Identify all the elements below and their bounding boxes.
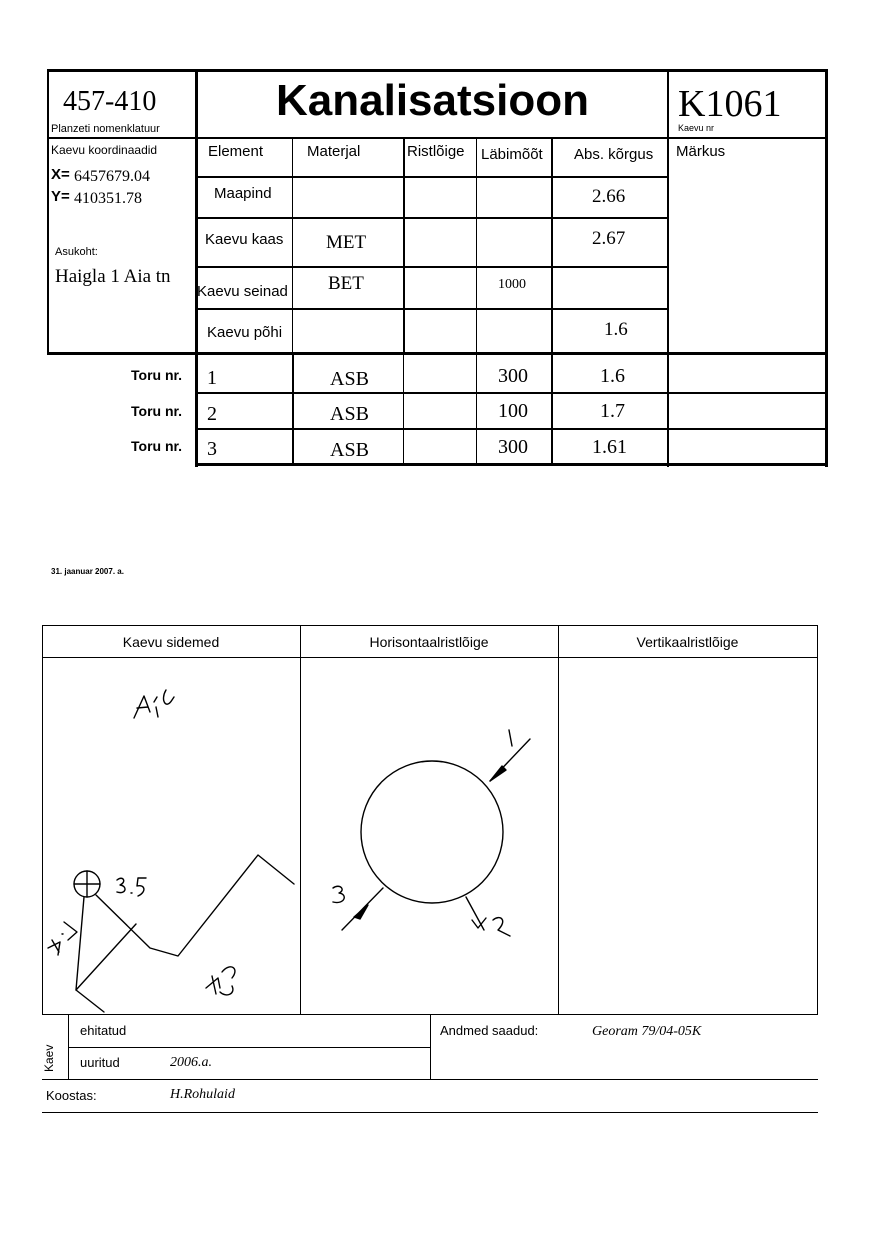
surveyed-value: 2006.a. — [170, 1055, 212, 1070]
row-element: Kaevu kaas — [205, 231, 284, 248]
coordinates-label: Kaevu koordinaadid — [51, 143, 158, 157]
location-value: Haigla 1 Aia tn — [55, 266, 171, 287]
street-note — [150, 690, 151, 691]
row-element: Kaevu seinad — [197, 283, 288, 300]
distance-handwriting — [117, 878, 146, 896]
street-line — [96, 855, 294, 956]
pipe-number: 3 — [207, 438, 217, 460]
row-material: MET — [326, 232, 367, 253]
pipe-diameter: 100 — [498, 400, 528, 422]
pipe-abs-height: 1.6 — [600, 365, 625, 387]
data-source-value: Georam 79/04-05K — [592, 1024, 702, 1039]
pipe-abs-height: 1.61 — [592, 436, 627, 458]
distance-note — [50, 930, 51, 931]
pipe-label: Toru nr. — [131, 438, 183, 454]
author-value: H.Rohulaid — [170, 1087, 235, 1102]
pipe-note — [333, 888, 334, 889]
well-cross-section-circle — [361, 761, 503, 903]
surveyed-label: uuritud — [80, 1055, 120, 1070]
location-label: Asukoht: — [55, 246, 98, 258]
row-diameter: 1000 — [498, 277, 526, 292]
y-label: Y= — [51, 188, 70, 205]
author-label: Koostas: — [46, 1088, 97, 1103]
col-header-material: Materjal — [307, 143, 361, 160]
built-label: ehitatud — [80, 1023, 127, 1038]
pipe-label: Toru nr. — [131, 403, 183, 419]
page-title: Kanalisatsioon — [276, 76, 589, 125]
data-source-label: Andmed saadud: — [440, 1023, 539, 1038]
header-well-connections: Kaevu sidemed — [122, 634, 220, 650]
pipe-diameter: 300 — [498, 436, 528, 458]
pipe-note — [495, 918, 496, 919]
pipe-label: Toru nr. — [131, 367, 183, 383]
row-abs-height: 2.67 — [592, 228, 626, 249]
pipe-material: ASB — [330, 368, 369, 390]
header-vertical-section: Vertikaalristlõige — [636, 634, 739, 650]
pipe-number: 1 — [207, 367, 217, 389]
col-header-diameter: Läbimõõt — [481, 146, 543, 163]
col-header-note: Märkus — [676, 143, 726, 160]
row-abs-height: 1.6 — [604, 319, 628, 340]
pipe-material: ASB — [330, 403, 369, 425]
well-side-label: Kaev — [42, 1044, 56, 1072]
col-header-element: Element — [208, 143, 264, 160]
pipe-number: 2 — [207, 403, 217, 425]
document-date: 31. jaanuar 2007. a. — [51, 567, 124, 576]
pipe-diameter: 300 — [498, 365, 528, 387]
pipe-abs-height: 1.7 — [600, 400, 625, 422]
row-abs-height: 2.66 — [592, 186, 626, 207]
nomenclature-label: Planzeti nomenklatuur — [51, 123, 160, 135]
col-header-cross-section: Ristlõige — [407, 143, 465, 160]
y-value: 410351.78 — [74, 190, 142, 207]
distance-note — [120, 878, 121, 879]
row-element: Maapind — [214, 185, 272, 202]
row-material: BET — [328, 273, 364, 294]
street-name-handwriting — [134, 690, 174, 718]
pipe-note — [510, 730, 511, 731]
well-number-value: K1061 — [678, 83, 782, 125]
x-label: X= — [51, 166, 70, 183]
nomenclature-value: 457-410 — [63, 86, 157, 117]
row-element: Kaevu põhi — [207, 324, 283, 341]
house-note — [210, 975, 211, 976]
x-value: 6457679.04 — [74, 168, 150, 185]
header-horizontal-section: Horisontaalristlõige — [369, 634, 489, 650]
pipe-material: ASB — [330, 439, 369, 461]
col-header-abs-height: Abs. kõrgus — [574, 146, 654, 163]
distance-handwriting — [48, 922, 77, 955]
house-handwriting — [206, 967, 235, 995]
well-number-label: Kaevu nr — [678, 123, 715, 133]
tie-lines — [76, 897, 136, 990]
